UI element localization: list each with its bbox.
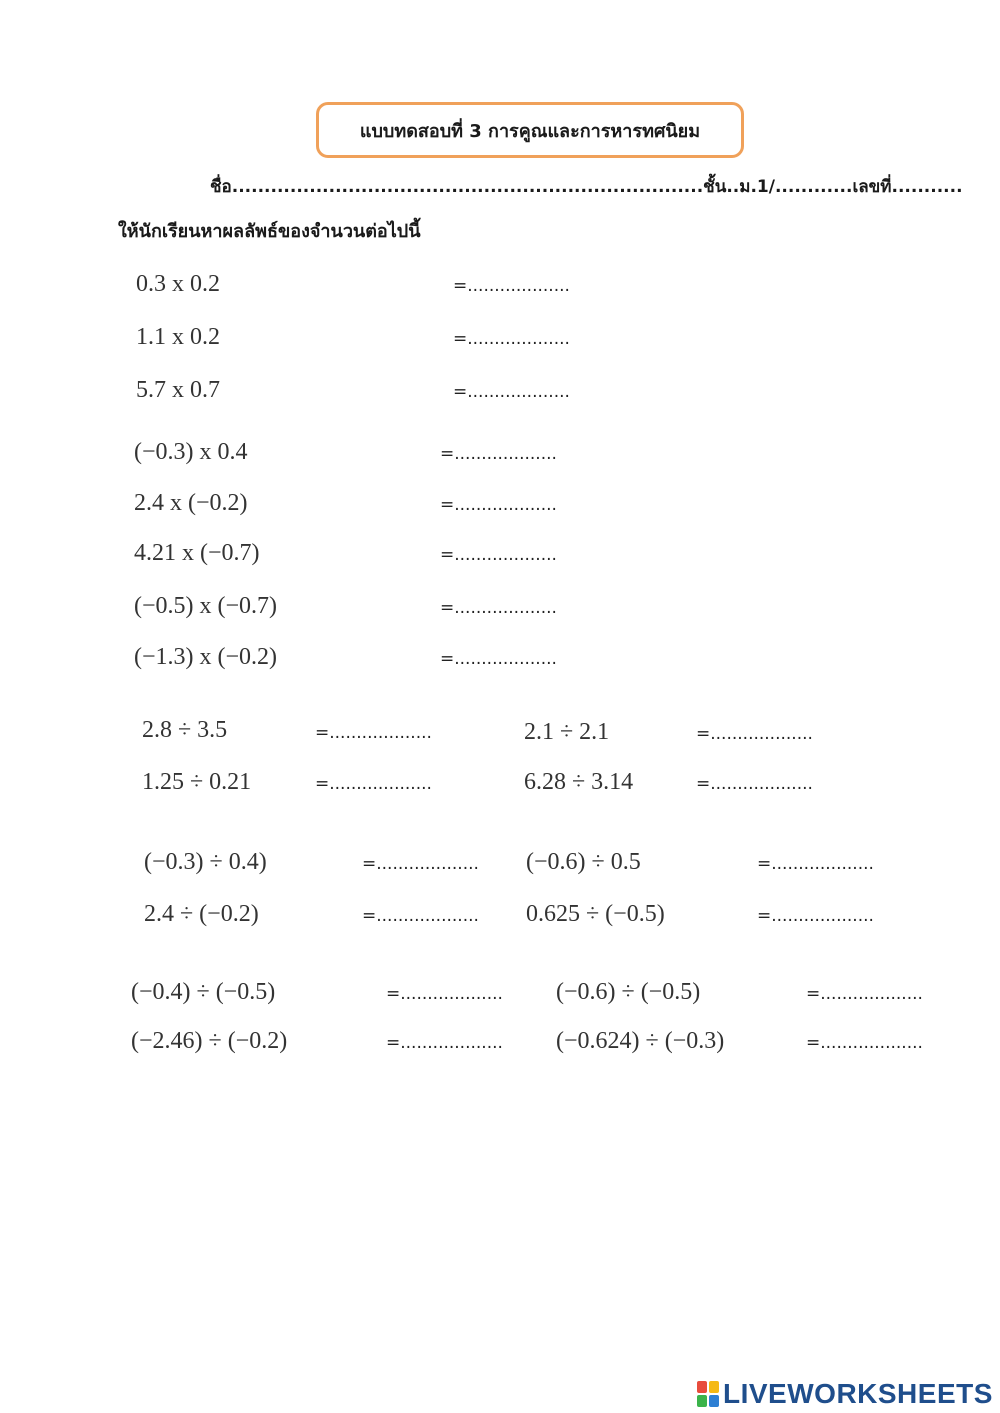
problem-expression: (−0.6) ÷ 0.5 xyxy=(526,849,641,875)
problem-expression: 2.1 ÷ 2.1 xyxy=(524,719,610,745)
answer-blank[interactable]: =................... xyxy=(440,495,557,515)
worksheet-title-box xyxy=(316,102,744,158)
answer-blank[interactable]: =................... xyxy=(806,984,923,1004)
problem-expression: (−0.4) ÷ (−0.5) xyxy=(131,979,276,1005)
problem-expression: 0.3 x 0.2 xyxy=(136,271,220,297)
answer-blank[interactable]: =................... xyxy=(315,774,432,794)
problem-expression: 4.21 x (−0.7) xyxy=(134,540,260,566)
student-info-line: ชื่อ.........................................................................ชั้น..ม.1/............เลขที่........... xyxy=(210,177,963,197)
problem-expression: (−0.5) x (−0.7) xyxy=(134,593,278,619)
problem-expression: 5.7 x 0.7 xyxy=(136,377,220,403)
answer-blank[interactable]: =................... xyxy=(757,906,874,926)
answer-blank[interactable]: =................... xyxy=(440,598,557,618)
liveworksheets-logo-icon xyxy=(697,1381,719,1407)
answer-blank[interactable]: =................... xyxy=(806,1033,923,1053)
worksheet-title: แบบทดสอบที่ 3 การคูณและการหารทศนิยม xyxy=(359,120,701,142)
problem-expression: (−0.3) x 0.4 xyxy=(134,439,248,465)
answer-blank[interactable]: =................... xyxy=(453,382,570,402)
liveworksheets-logo xyxy=(697,1378,993,1410)
problem-expression: (−0.624) ÷ (−0.3) xyxy=(556,1028,725,1054)
answer-blank[interactable]: =................... xyxy=(453,329,570,349)
problem-expression: 0.625 ÷ (−0.5) xyxy=(526,901,665,927)
answer-blank[interactable]: =................... xyxy=(453,276,570,296)
problem-expression: 1.1 x 0.2 xyxy=(136,324,220,350)
answer-blank[interactable]: =................... xyxy=(696,724,813,744)
problem-expression: (−0.3) ÷ 0.4) xyxy=(144,849,267,875)
answer-blank[interactable]: =................... xyxy=(440,444,557,464)
answer-blank[interactable]: =................... xyxy=(440,649,557,669)
answer-blank[interactable]: =................... xyxy=(362,906,479,926)
problem-expression: (−0.6) ÷ (−0.5) xyxy=(556,979,701,1005)
answer-blank[interactable]: =................... xyxy=(696,774,813,794)
problem-expression: 1.25 ÷ 0.21 xyxy=(142,769,252,795)
answer-blank[interactable]: =................... xyxy=(440,545,557,565)
instruction-text: ให้นักเรียนหาผลลัพธ์ของจำนวนต่อไปนี้ xyxy=(118,221,421,242)
problem-expression: 6.28 ÷ 3.14 xyxy=(524,769,634,795)
answer-blank[interactable]: =................... xyxy=(757,854,874,874)
problem-expression: 2.4 x (−0.2) xyxy=(134,490,248,516)
answer-blank[interactable]: =................... xyxy=(362,854,479,874)
problem-expression: (−1.3) x (−0.2) xyxy=(134,644,278,670)
problem-expression: (−2.46) ÷ (−0.2) xyxy=(131,1028,288,1054)
answer-blank[interactable]: =................... xyxy=(315,723,432,743)
problem-expression: 2.8 ÷ 3.5 xyxy=(142,717,228,743)
answer-blank[interactable]: =................... xyxy=(386,1033,503,1053)
answer-blank[interactable]: =................... xyxy=(386,984,503,1004)
problem-expression: 2.4 ÷ (−0.2) xyxy=(144,901,259,927)
logo-text: LIVEWORKSHEETS xyxy=(723,1378,993,1409)
